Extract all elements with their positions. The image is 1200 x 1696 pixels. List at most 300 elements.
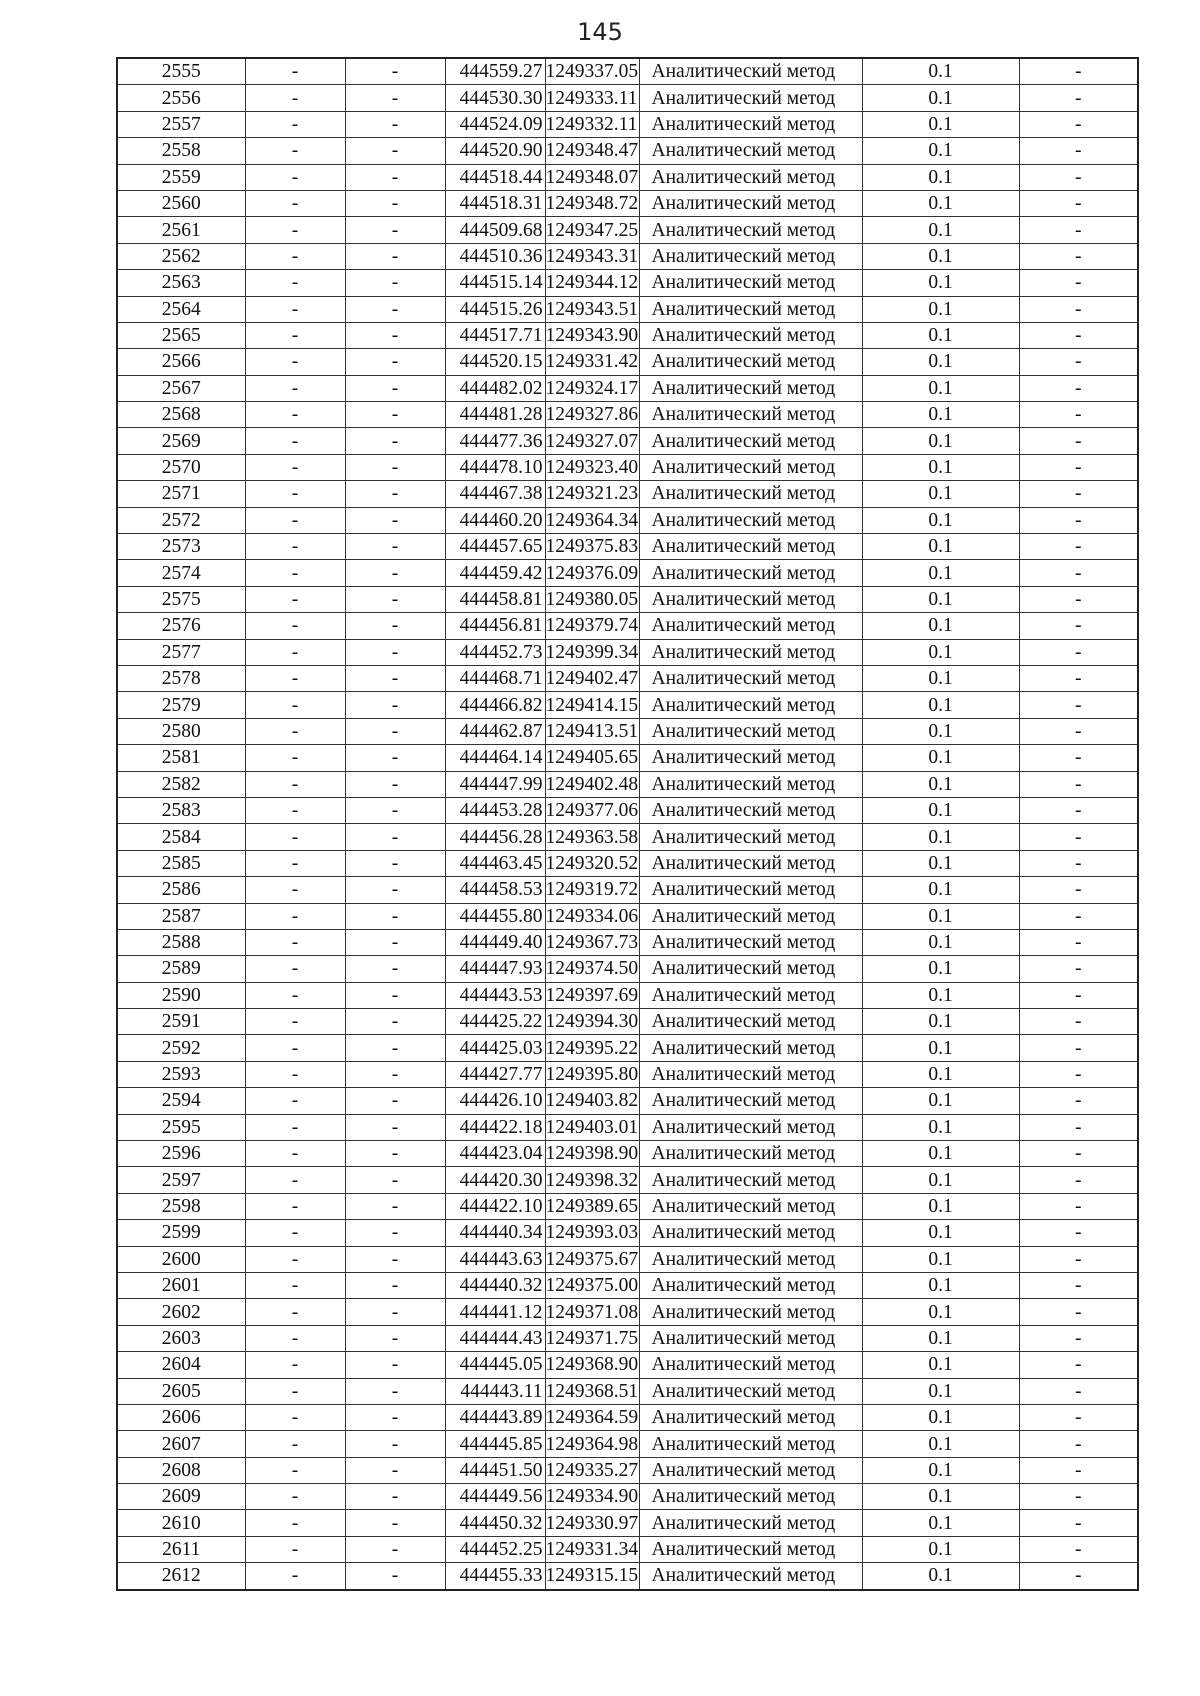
dash-cell: -	[1019, 665, 1138, 691]
method-cell: Аналитический метод	[639, 877, 862, 903]
table-row	[117, 534, 1138, 560]
y-coordinate-cell: 1249324.17	[545, 375, 639, 401]
accuracy-cell: 0.1	[862, 270, 1019, 296]
dash-cell: -	[1019, 797, 1138, 823]
accuracy-cell: 0.1	[862, 692, 1019, 718]
method-cell: Аналитический метод	[639, 1193, 862, 1219]
x-coordinate-cell: 444447.93	[445, 956, 545, 982]
accuracy-cell: 0.1	[862, 560, 1019, 586]
table-row	[117, 745, 1138, 771]
method-cell: Аналитический метод	[639, 85, 862, 111]
point-number-cell: 2568	[117, 402, 245, 428]
x-coordinate-cell: 444425.22	[445, 1009, 545, 1035]
point-number-cell: 2605	[117, 1378, 245, 1404]
method-cell: Аналитический метод	[639, 1009, 862, 1035]
accuracy-cell: 0.1	[862, 1088, 1019, 1114]
point-number-cell: 2567	[117, 375, 245, 401]
point-number-cell: 2575	[117, 586, 245, 612]
table-row	[117, 613, 1138, 639]
accuracy-cell: 0.1	[862, 428, 1019, 454]
point-number-cell: 2577	[117, 639, 245, 665]
dash-cell: -	[245, 58, 345, 85]
y-coordinate-cell: 1249319.72	[545, 877, 639, 903]
dash-cell: -	[245, 243, 345, 269]
accuracy-cell: 0.1	[862, 1563, 1019, 1590]
method-cell: Аналитический метод	[639, 1167, 862, 1193]
table-row	[117, 1378, 1138, 1404]
accuracy-cell: 0.1	[862, 1061, 1019, 1087]
point-number-cell: 2570	[117, 454, 245, 480]
method-cell: Аналитический метод	[639, 138, 862, 164]
table-row	[117, 1431, 1138, 1457]
method-cell: Аналитический метод	[639, 217, 862, 243]
dash-cell: -	[345, 1009, 445, 1035]
point-number-cell: 2612	[117, 1563, 245, 1590]
x-coordinate-cell: 444422.10	[445, 1193, 545, 1219]
dash-cell: -	[1019, 507, 1138, 533]
accuracy-cell: 0.1	[862, 322, 1019, 348]
dash-cell: -	[345, 718, 445, 744]
x-coordinate-cell: 444462.87	[445, 718, 545, 744]
dash-cell: -	[1019, 534, 1138, 560]
accuracy-cell: 0.1	[862, 1431, 1019, 1457]
accuracy-cell: 0.1	[862, 296, 1019, 322]
dash-cell: -	[1019, 824, 1138, 850]
point-number-cell: 2611	[117, 1536, 245, 1562]
dash-cell: -	[245, 296, 345, 322]
y-coordinate-cell: 1249414.15	[545, 692, 639, 718]
method-cell: Аналитический метод	[639, 402, 862, 428]
accuracy-cell: 0.1	[862, 1167, 1019, 1193]
point-number-cell: 2600	[117, 1246, 245, 1272]
dash-cell: -	[345, 1246, 445, 1272]
dash-cell: -	[1019, 1167, 1138, 1193]
point-number-cell: 2562	[117, 243, 245, 269]
dash-cell: -	[345, 639, 445, 665]
dash-cell: -	[1019, 1035, 1138, 1061]
dash-cell: -	[1019, 1352, 1138, 1378]
dash-cell: -	[345, 903, 445, 929]
accuracy-cell: 0.1	[862, 138, 1019, 164]
dash-cell: -	[345, 1536, 445, 1562]
y-coordinate-cell: 1249389.65	[545, 1193, 639, 1219]
accuracy-cell: 0.1	[862, 982, 1019, 1008]
accuracy-cell: 0.1	[862, 1009, 1019, 1035]
point-number-cell: 2574	[117, 560, 245, 586]
x-coordinate-cell: 444459.42	[445, 560, 545, 586]
x-coordinate-cell: 444559.27	[445, 58, 545, 85]
table-row	[117, 560, 1138, 586]
y-coordinate-cell: 1249377.06	[545, 797, 639, 823]
point-number-cell: 2610	[117, 1510, 245, 1536]
x-coordinate-cell: 444445.05	[445, 1352, 545, 1378]
dash-cell: -	[245, 1325, 345, 1351]
point-number-cell: 2566	[117, 349, 245, 375]
dash-cell: -	[1019, 58, 1138, 85]
method-cell: Аналитический метод	[639, 58, 862, 85]
point-number-cell: 2582	[117, 771, 245, 797]
dash-cell: -	[345, 454, 445, 480]
dash-cell: -	[345, 190, 445, 216]
point-number-cell: 2557	[117, 111, 245, 137]
dash-cell: -	[1019, 402, 1138, 428]
method-cell: Аналитический метод	[639, 190, 862, 216]
y-coordinate-cell: 1249321.23	[545, 481, 639, 507]
y-coordinate-cell: 1249348.47	[545, 138, 639, 164]
x-coordinate-cell: 444440.34	[445, 1220, 545, 1246]
point-number-cell: 2583	[117, 797, 245, 823]
accuracy-cell: 0.1	[862, 507, 1019, 533]
accuracy-cell: 0.1	[862, 1246, 1019, 1272]
method-cell: Аналитический метод	[639, 639, 862, 665]
dash-cell: -	[345, 534, 445, 560]
dash-cell: -	[245, 1484, 345, 1510]
x-coordinate-cell: 444455.33	[445, 1563, 545, 1590]
table-row	[117, 190, 1138, 216]
y-coordinate-cell: 1249403.82	[545, 1088, 639, 1114]
table-row	[117, 85, 1138, 111]
method-cell: Аналитический метод	[639, 1141, 862, 1167]
table-row	[117, 1141, 1138, 1167]
point-number-cell: 2578	[117, 665, 245, 691]
table-row	[117, 111, 1138, 137]
point-number-cell: 2561	[117, 217, 245, 243]
dash-cell: -	[345, 243, 445, 269]
method-cell: Аналитический метод	[639, 692, 862, 718]
y-coordinate-cell: 1249398.90	[545, 1141, 639, 1167]
dash-cell: -	[345, 349, 445, 375]
dash-cell: -	[245, 1378, 345, 1404]
dash-cell: -	[1019, 639, 1138, 665]
dash-cell: -	[1019, 190, 1138, 216]
y-coordinate-cell: 1249347.25	[545, 217, 639, 243]
table-row	[117, 481, 1138, 507]
dash-cell: -	[345, 481, 445, 507]
table-row	[117, 824, 1138, 850]
dash-cell: -	[1019, 1404, 1138, 1430]
dash-cell: -	[245, 1220, 345, 1246]
dash-cell: -	[1019, 1061, 1138, 1087]
dash-cell: -	[1019, 771, 1138, 797]
y-coordinate-cell: 1249397.69	[545, 982, 639, 1008]
table-row	[117, 1510, 1138, 1536]
x-coordinate-cell: 444457.65	[445, 534, 545, 560]
accuracy-cell: 0.1	[862, 771, 1019, 797]
point-number-cell: 2589	[117, 956, 245, 982]
x-coordinate-cell: 444420.30	[445, 1167, 545, 1193]
point-number-cell: 2572	[117, 507, 245, 533]
y-coordinate-cell: 1249364.34	[545, 507, 639, 533]
table-row	[117, 797, 1138, 823]
accuracy-cell: 0.1	[862, 111, 1019, 137]
accuracy-cell: 0.1	[862, 349, 1019, 375]
table-row	[117, 375, 1138, 401]
accuracy-cell: 0.1	[862, 402, 1019, 428]
x-coordinate-cell: 444426.10	[445, 1088, 545, 1114]
x-coordinate-cell: 444515.14	[445, 270, 545, 296]
method-cell: Аналитический метод	[639, 560, 862, 586]
accuracy-cell: 0.1	[862, 58, 1019, 85]
x-coordinate-cell: 444447.99	[445, 771, 545, 797]
dash-cell: -	[245, 560, 345, 586]
dash-cell: -	[345, 428, 445, 454]
accuracy-cell: 0.1	[862, 1536, 1019, 1562]
dash-cell: -	[345, 665, 445, 691]
accuracy-cell: 0.1	[862, 639, 1019, 665]
accuracy-cell: 0.1	[862, 217, 1019, 243]
dash-cell: -	[245, 322, 345, 348]
dash-cell: -	[245, 1246, 345, 1272]
method-cell: Аналитический метод	[639, 1114, 862, 1140]
y-coordinate-cell: 1249399.34	[545, 639, 639, 665]
dash-cell: -	[345, 375, 445, 401]
dash-cell: -	[345, 1220, 445, 1246]
y-coordinate-cell: 1249335.27	[545, 1457, 639, 1483]
y-coordinate-cell: 1249367.73	[545, 929, 639, 955]
x-coordinate-cell: 444468.71	[445, 665, 545, 691]
dash-cell: -	[345, 745, 445, 771]
dash-cell: -	[345, 1061, 445, 1087]
table-row	[117, 1088, 1138, 1114]
point-number-cell: 2587	[117, 903, 245, 929]
accuracy-cell: 0.1	[862, 665, 1019, 691]
y-coordinate-cell: 1249323.40	[545, 454, 639, 480]
dash-cell: -	[345, 138, 445, 164]
accuracy-cell: 0.1	[862, 375, 1019, 401]
point-number-cell: 2573	[117, 534, 245, 560]
dash-cell: -	[1019, 322, 1138, 348]
point-number-cell: 2603	[117, 1325, 245, 1351]
method-cell: Аналитический метод	[639, 1299, 862, 1325]
x-coordinate-cell: 444518.31	[445, 190, 545, 216]
dash-cell: -	[1019, 560, 1138, 586]
accuracy-cell: 0.1	[862, 1484, 1019, 1510]
point-number-cell: 2585	[117, 850, 245, 876]
accuracy-cell: 0.1	[862, 190, 1019, 216]
accuracy-cell: 0.1	[862, 877, 1019, 903]
x-coordinate-cell: 444460.20	[445, 507, 545, 533]
method-cell: Аналитический метод	[639, 1088, 862, 1114]
table-row	[117, 956, 1138, 982]
dash-cell: -	[345, 85, 445, 111]
y-coordinate-cell: 1249337.05	[545, 58, 639, 85]
dash-cell: -	[1019, 613, 1138, 639]
dash-cell: -	[1019, 956, 1138, 982]
table-row	[117, 903, 1138, 929]
dash-cell: -	[245, 1009, 345, 1035]
dash-cell: -	[245, 982, 345, 1008]
method-cell: Аналитический метод	[639, 270, 862, 296]
y-coordinate-cell: 1249402.48	[545, 771, 639, 797]
dash-cell: -	[345, 1352, 445, 1378]
table-row	[117, 1167, 1138, 1193]
table-row	[117, 164, 1138, 190]
x-coordinate-cell: 444450.32	[445, 1510, 545, 1536]
dash-cell: -	[245, 1431, 345, 1457]
dash-cell: -	[1019, 718, 1138, 744]
y-coordinate-cell: 1249405.65	[545, 745, 639, 771]
dash-cell: -	[245, 797, 345, 823]
method-cell: Аналитический метод	[639, 1246, 862, 1272]
dash-cell: -	[245, 771, 345, 797]
y-coordinate-cell: 1249331.34	[545, 1536, 639, 1562]
table-row	[117, 718, 1138, 744]
dash-cell: -	[245, 903, 345, 929]
dash-cell: -	[1019, 745, 1138, 771]
point-number-cell: 2599	[117, 1220, 245, 1246]
point-number-cell: 2595	[117, 1114, 245, 1140]
method-cell: Аналитический метод	[639, 454, 862, 480]
dash-cell: -	[345, 824, 445, 850]
dash-cell: -	[1019, 850, 1138, 876]
dash-cell: -	[1019, 481, 1138, 507]
dash-cell: -	[345, 982, 445, 1008]
point-number-cell: 2584	[117, 824, 245, 850]
dash-cell: -	[345, 1299, 445, 1325]
dash-cell: -	[1019, 428, 1138, 454]
y-coordinate-cell: 1249374.50	[545, 956, 639, 982]
dash-cell: -	[1019, 1272, 1138, 1298]
dash-cell: -	[245, 692, 345, 718]
point-number-cell: 2559	[117, 164, 245, 190]
y-coordinate-cell: 1249395.22	[545, 1035, 639, 1061]
table-row	[117, 402, 1138, 428]
y-coordinate-cell: 1249333.11	[545, 85, 639, 111]
x-coordinate-cell: 444452.73	[445, 639, 545, 665]
dash-cell: -	[245, 1061, 345, 1087]
y-coordinate-cell: 1249320.52	[545, 850, 639, 876]
point-number-cell: 2594	[117, 1088, 245, 1114]
accuracy-cell: 0.1	[862, 481, 1019, 507]
x-coordinate-cell: 444443.53	[445, 982, 545, 1008]
dash-cell: -	[1019, 982, 1138, 1008]
y-coordinate-cell: 1249413.51	[545, 718, 639, 744]
method-cell: Аналитический метод	[639, 111, 862, 137]
dash-cell: -	[245, 877, 345, 903]
method-cell: Аналитический метод	[639, 797, 862, 823]
dash-cell: -	[1019, 1378, 1138, 1404]
method-cell: Аналитический метод	[639, 534, 862, 560]
table-row	[117, 1536, 1138, 1562]
dash-cell: -	[345, 956, 445, 982]
x-coordinate-cell: 444477.36	[445, 428, 545, 454]
table-row	[117, 138, 1138, 164]
y-coordinate-cell: 1249368.90	[545, 1352, 639, 1378]
accuracy-cell: 0.1	[862, 1510, 1019, 1536]
dash-cell: -	[345, 1431, 445, 1457]
method-cell: Аналитический метод	[639, 349, 862, 375]
dash-cell: -	[345, 1272, 445, 1298]
dash-cell: -	[245, 1193, 345, 1219]
point-number-cell: 2590	[117, 982, 245, 1008]
y-coordinate-cell: 1249315.15	[545, 1563, 639, 1590]
y-coordinate-cell: 1249398.32	[545, 1167, 639, 1193]
dash-cell: -	[345, 58, 445, 85]
dash-cell: -	[345, 111, 445, 137]
table-row	[117, 1404, 1138, 1430]
dash-cell: -	[245, 190, 345, 216]
point-number-cell: 2586	[117, 877, 245, 903]
table-row	[117, 1299, 1138, 1325]
x-coordinate-cell: 444510.36	[445, 243, 545, 269]
x-coordinate-cell: 444509.68	[445, 217, 545, 243]
accuracy-cell: 0.1	[862, 824, 1019, 850]
y-coordinate-cell: 1249364.98	[545, 1431, 639, 1457]
accuracy-cell: 0.1	[862, 243, 1019, 269]
page-number: 145	[577, 18, 623, 46]
dash-cell: -	[1019, 164, 1138, 190]
x-coordinate-cell: 444452.25	[445, 1536, 545, 1562]
accuracy-cell: 0.1	[862, 1220, 1019, 1246]
dash-cell: -	[1019, 1246, 1138, 1272]
dash-cell: -	[245, 481, 345, 507]
y-coordinate-cell: 1249394.30	[545, 1009, 639, 1035]
accuracy-cell: 0.1	[862, 1457, 1019, 1483]
table-row	[117, 1061, 1138, 1087]
dash-cell: -	[1019, 1299, 1138, 1325]
table-row	[117, 850, 1138, 876]
dash-cell: -	[245, 745, 345, 771]
x-coordinate-cell: 444524.09	[445, 111, 545, 137]
dash-cell: -	[245, 428, 345, 454]
dash-cell: -	[345, 322, 445, 348]
dash-cell: -	[1019, 217, 1138, 243]
dash-cell: -	[245, 1536, 345, 1562]
x-coordinate-cell: 444440.32	[445, 1272, 545, 1298]
dash-cell: -	[1019, 1141, 1138, 1167]
accuracy-cell: 0.1	[862, 1404, 1019, 1430]
x-coordinate-cell: 444517.71	[445, 322, 545, 348]
method-cell: Аналитический метод	[639, 1431, 862, 1457]
dash-cell: -	[245, 1114, 345, 1140]
y-coordinate-cell: 1249363.58	[545, 824, 639, 850]
accuracy-cell: 0.1	[862, 1035, 1019, 1061]
x-coordinate-cell: 444458.81	[445, 586, 545, 612]
method-cell: Аналитический метод	[639, 1378, 862, 1404]
dash-cell: -	[245, 850, 345, 876]
table-row	[117, 270, 1138, 296]
point-number-cell: 2598	[117, 1193, 245, 1219]
dash-cell: -	[245, 164, 345, 190]
point-number-cell: 2580	[117, 718, 245, 744]
dash-cell: -	[245, 929, 345, 955]
x-coordinate-cell: 444464.14	[445, 745, 545, 771]
dash-cell: -	[1019, 1009, 1138, 1035]
dash-cell: -	[345, 270, 445, 296]
dash-cell: -	[345, 296, 445, 322]
method-cell: Аналитический метод	[639, 1563, 862, 1590]
dash-cell: -	[245, 1088, 345, 1114]
method-cell: Аналитический метод	[639, 956, 862, 982]
method-cell: Аналитический метод	[639, 243, 862, 269]
dash-cell: -	[245, 375, 345, 401]
y-coordinate-cell: 1249371.75	[545, 1325, 639, 1351]
point-number-cell: 2560	[117, 190, 245, 216]
dash-cell: -	[1019, 454, 1138, 480]
method-cell: Аналитический метод	[639, 1404, 862, 1430]
x-coordinate-cell: 444515.26	[445, 296, 545, 322]
x-coordinate-cell: 444443.11	[445, 1378, 545, 1404]
y-coordinate-cell: 1249334.06	[545, 903, 639, 929]
point-number-cell: 2556	[117, 85, 245, 111]
y-coordinate-cell: 1249393.03	[545, 1220, 639, 1246]
accuracy-cell: 0.1	[862, 1378, 1019, 1404]
dash-cell: -	[1019, 1563, 1138, 1590]
table-row	[117, 1035, 1138, 1061]
method-cell: Аналитический метод	[639, 586, 862, 612]
table-row	[117, 771, 1138, 797]
dash-cell: -	[245, 402, 345, 428]
